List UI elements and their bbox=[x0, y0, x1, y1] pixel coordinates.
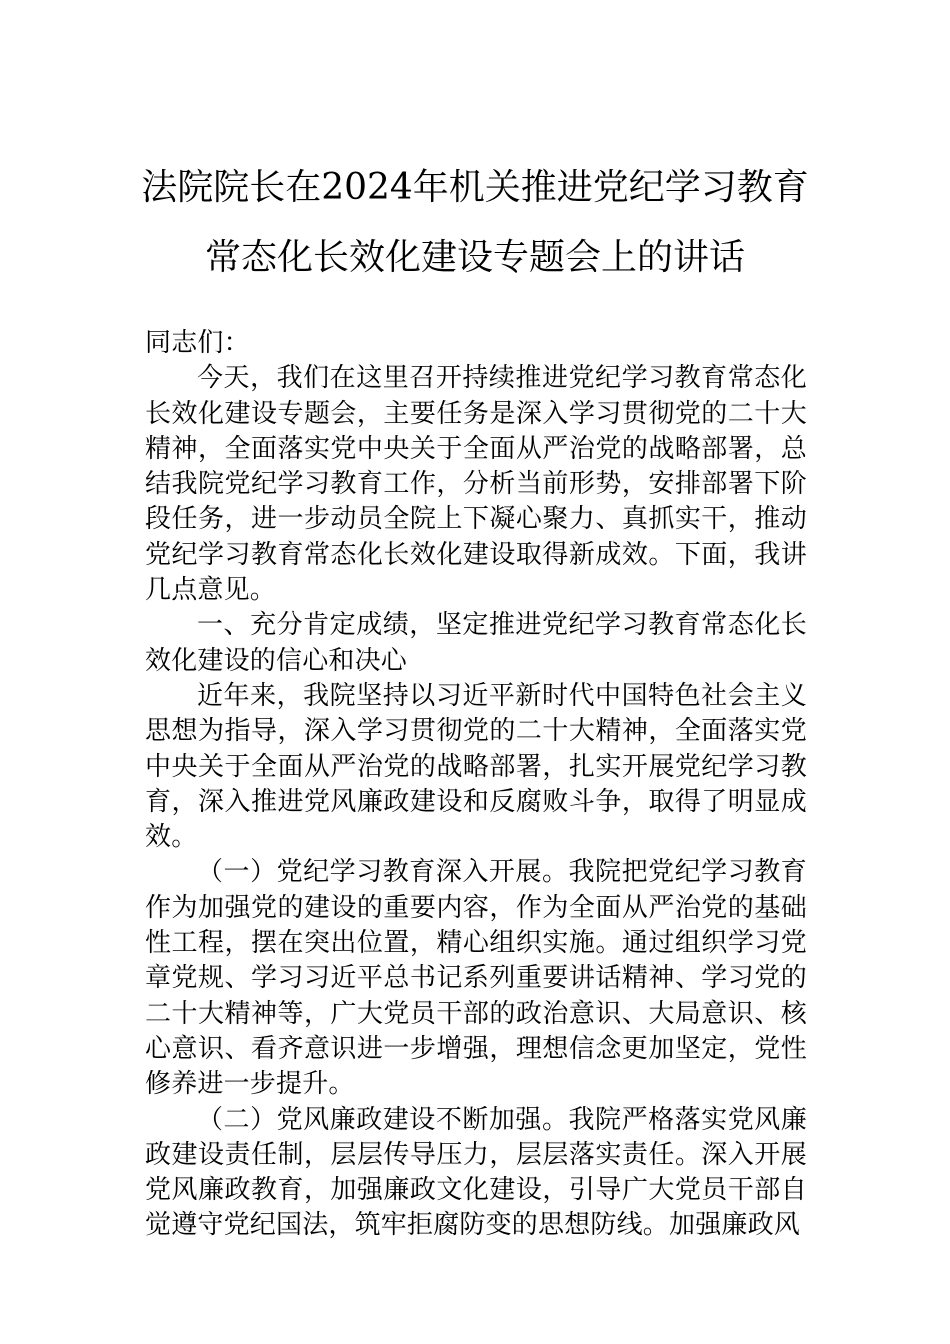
salutation: 同志们： bbox=[145, 328, 250, 358]
paragraph-achievements: 近年来，我院坚持以习近平新时代中国特色社会主义思想为指导，深入学习贯彻党的二十大精神，全面落实党中央关于全面从严治党的战略部署，扎实开展党纪学习教育，深入推进党风廉政建设和反腐败斗争，取得了明显成效。 bbox=[145, 680, 807, 853]
document-title-line-2: 常态化长效化建设专题会上的讲话 bbox=[204, 237, 745, 278]
document-title-line-1: 法院院长在2024年机关推进党纪学习教育 bbox=[141, 167, 809, 208]
paragraph-subsection-2: （二）党风廉政建设不断加强。我院严格落实党风廉政建设责任制，层层传导压力，层层落实责任。深入开展党风廉政教育，加强廉政文化建设，引导广大党员干部自觉遵守党纪国法，筑牢拒腐防变的思想防线。加强廉政风 bbox=[145, 1104, 807, 1241]
section-heading-1: 一、充分肯定成绩，坚定推进党纪学习教育常态化长效化建设的信心和决心 bbox=[145, 610, 807, 676]
paragraph-subsection-1: （一）党纪学习教育深入开展。我院把党纪学习教育作为加强党的建设的重要内容，作为全面从严治党的基础性工程，摆在突出位置，精心组织实施。通过组织学习党章党规、学习习近平总书记系列重要讲话精神、学习党的二十大精神等，广大党员干部的政治意识、大局意识、核心意识、看齐意识进一步增强，理想信念更加坚定，党性修养进一步提升。 bbox=[145, 857, 807, 1100]
paragraph-intro: 今天，我们在这里召开持续推进党纪学习教育常态化长效化建设专题会，主要任务是深入学习贯彻党的二十大精神，全面落实党中央关于全面从严治党的战略部署，总结我院党纪学习教育工作，分析当前形势，安排部署下阶段任务，进一步动员全院上下凝心聚力、真抓实干，推动党纪学习教育常态化长效化建设取得新成效。下面，我讲几点意见。 bbox=[145, 363, 807, 606]
document-body bbox=[145, 326, 807, 1244]
